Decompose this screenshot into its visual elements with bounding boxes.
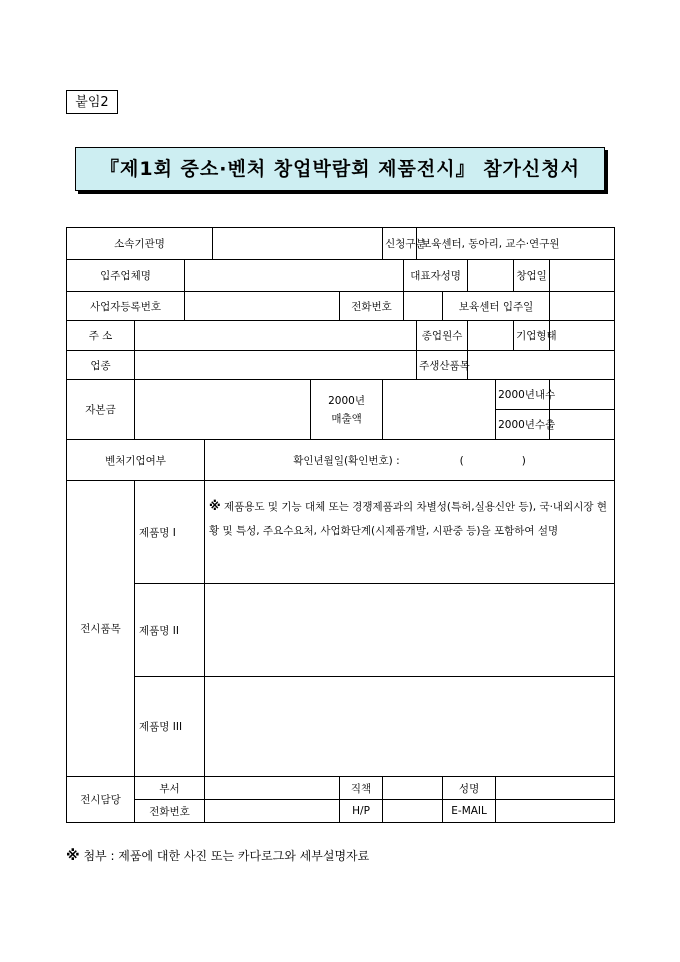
phone-field[interactable] <box>404 292 443 321</box>
product2-label: 제품명 II <box>135 584 205 677</box>
form-table <box>66 227 615 823</box>
position-field[interactable] <box>383 777 443 800</box>
sales-field[interactable] <box>383 380 496 440</box>
sales-label-line1: 2000년 <box>328 394 365 407</box>
ceo-name-label: 대표자성명 <box>404 260 468 292</box>
domestic-sales-field[interactable] <box>550 380 615 410</box>
export-sales-label: 2000년수출 <box>496 410 550 440</box>
move-in-date-label: 보육센터 입주일 <box>443 292 550 321</box>
confirmation-label: 확인년월일(확인번호) : <box>293 454 400 467</box>
product1-label: 제품명 I <box>135 481 205 584</box>
founded-date-field[interactable] <box>550 260 615 292</box>
row-product-1 <box>67 481 615 584</box>
company-type-field[interactable] <box>550 321 615 351</box>
product2-description[interactable] <box>205 584 615 677</box>
industry-field[interactable] <box>135 351 417 380</box>
contact-phone-label: 전화번호 <box>135 800 205 823</box>
row-product-3 <box>67 677 615 777</box>
row-company <box>67 260 615 292</box>
department-label: 부서 <box>135 777 205 800</box>
row-registration <box>67 292 615 321</box>
row-product-2 <box>67 584 615 677</box>
founded-date-label: 창업일 <box>514 260 550 292</box>
contact-phone-field[interactable] <box>205 800 340 823</box>
department-field[interactable] <box>205 777 340 800</box>
product1-description[interactable] <box>205 481 615 584</box>
row-contact-1 <box>67 777 615 800</box>
employees-label: 종업원수 <box>417 321 468 351</box>
product3-description[interactable] <box>205 677 615 777</box>
confirmation-paren-close: ) <box>521 454 526 467</box>
applicant-type-label: 신청구분 <box>383 228 417 260</box>
capital-label: 자본금 <box>67 380 135 440</box>
product1-note: 제품용도 및 기능 대체 또는 경쟁제품과의 차별성(특허,실용신안 등), 국·내외시장 현황 및 특성, 주요수요처, 사업화단계(시제품개발, 시판중 등)을 포함하여 설명 <box>209 501 607 537</box>
name-label: 성명 <box>443 777 496 800</box>
ceo-name-field[interactable] <box>468 260 514 292</box>
email-label: E-MAIL <box>443 800 496 823</box>
affiliation-field[interactable] <box>213 228 383 260</box>
venture-status-field[interactable] <box>205 440 615 481</box>
business-reg-label: 사업자등록번호 <box>67 292 185 321</box>
row-industry <box>67 351 615 380</box>
row-affiliation <box>67 228 615 260</box>
export-sales-field[interactable] <box>550 410 615 440</box>
row-venture <box>67 440 615 481</box>
exhibit-contact-label: 전시담당 <box>67 777 135 823</box>
footnote <box>66 847 369 864</box>
address-label: 주 소 <box>67 321 135 351</box>
domestic-sales-label: 2000년내수 <box>496 380 550 410</box>
position-label: 직책 <box>340 777 383 800</box>
attachment-label: 붙임2 <box>66 90 118 114</box>
venture-status-label: 벤처기업여부 <box>67 440 205 481</box>
sales-label-line2: 매출액 <box>331 412 362 425</box>
tenant-company-field[interactable] <box>185 260 404 292</box>
footnote-text: 첨부 : 제품에 대한 사진 또는 카다로그와 세부설명자료 <box>83 849 370 863</box>
main-products-label: 주생산품목 <box>417 351 468 380</box>
name-field[interactable] <box>496 777 615 800</box>
exhibit-items-label: 전시품목 <box>67 481 135 777</box>
tenant-company-label: 입주업체명 <box>67 260 185 292</box>
footnote-mark: ※ <box>66 848 80 864</box>
capital-field[interactable] <box>135 380 311 440</box>
product3-label: 제품명 III <box>135 677 205 777</box>
applicant-type-value: 보육센터, 동아리, 교수·연구원 <box>417 228 615 260</box>
confirmation-paren-open: ( <box>459 454 464 467</box>
sales-label <box>311 380 383 440</box>
address-field[interactable] <box>135 321 417 351</box>
move-in-date-field[interactable] <box>550 292 615 321</box>
application-form <box>66 227 614 823</box>
business-reg-field[interactable] <box>185 292 340 321</box>
affiliation-label: 소속기관명 <box>67 228 213 260</box>
industry-label: 업종 <box>67 351 135 380</box>
row-address <box>67 321 615 351</box>
row-contact-2 <box>67 800 615 823</box>
row-capital-1 <box>67 380 615 410</box>
email-field[interactable] <box>496 800 615 823</box>
employees-field[interactable] <box>468 321 514 351</box>
title-box <box>75 147 605 191</box>
note-mark: ※ <box>209 499 221 513</box>
hp-label: H/P <box>340 800 383 823</box>
company-type-label: 기업형태 <box>514 321 550 351</box>
phone-label: 전화번호 <box>340 292 404 321</box>
page-title: 『제1회 중소·벤처 창업박람회 제품전시』 참가신청서 <box>100 158 580 180</box>
hp-field[interactable] <box>383 800 443 823</box>
main-products-field[interactable] <box>468 351 615 380</box>
